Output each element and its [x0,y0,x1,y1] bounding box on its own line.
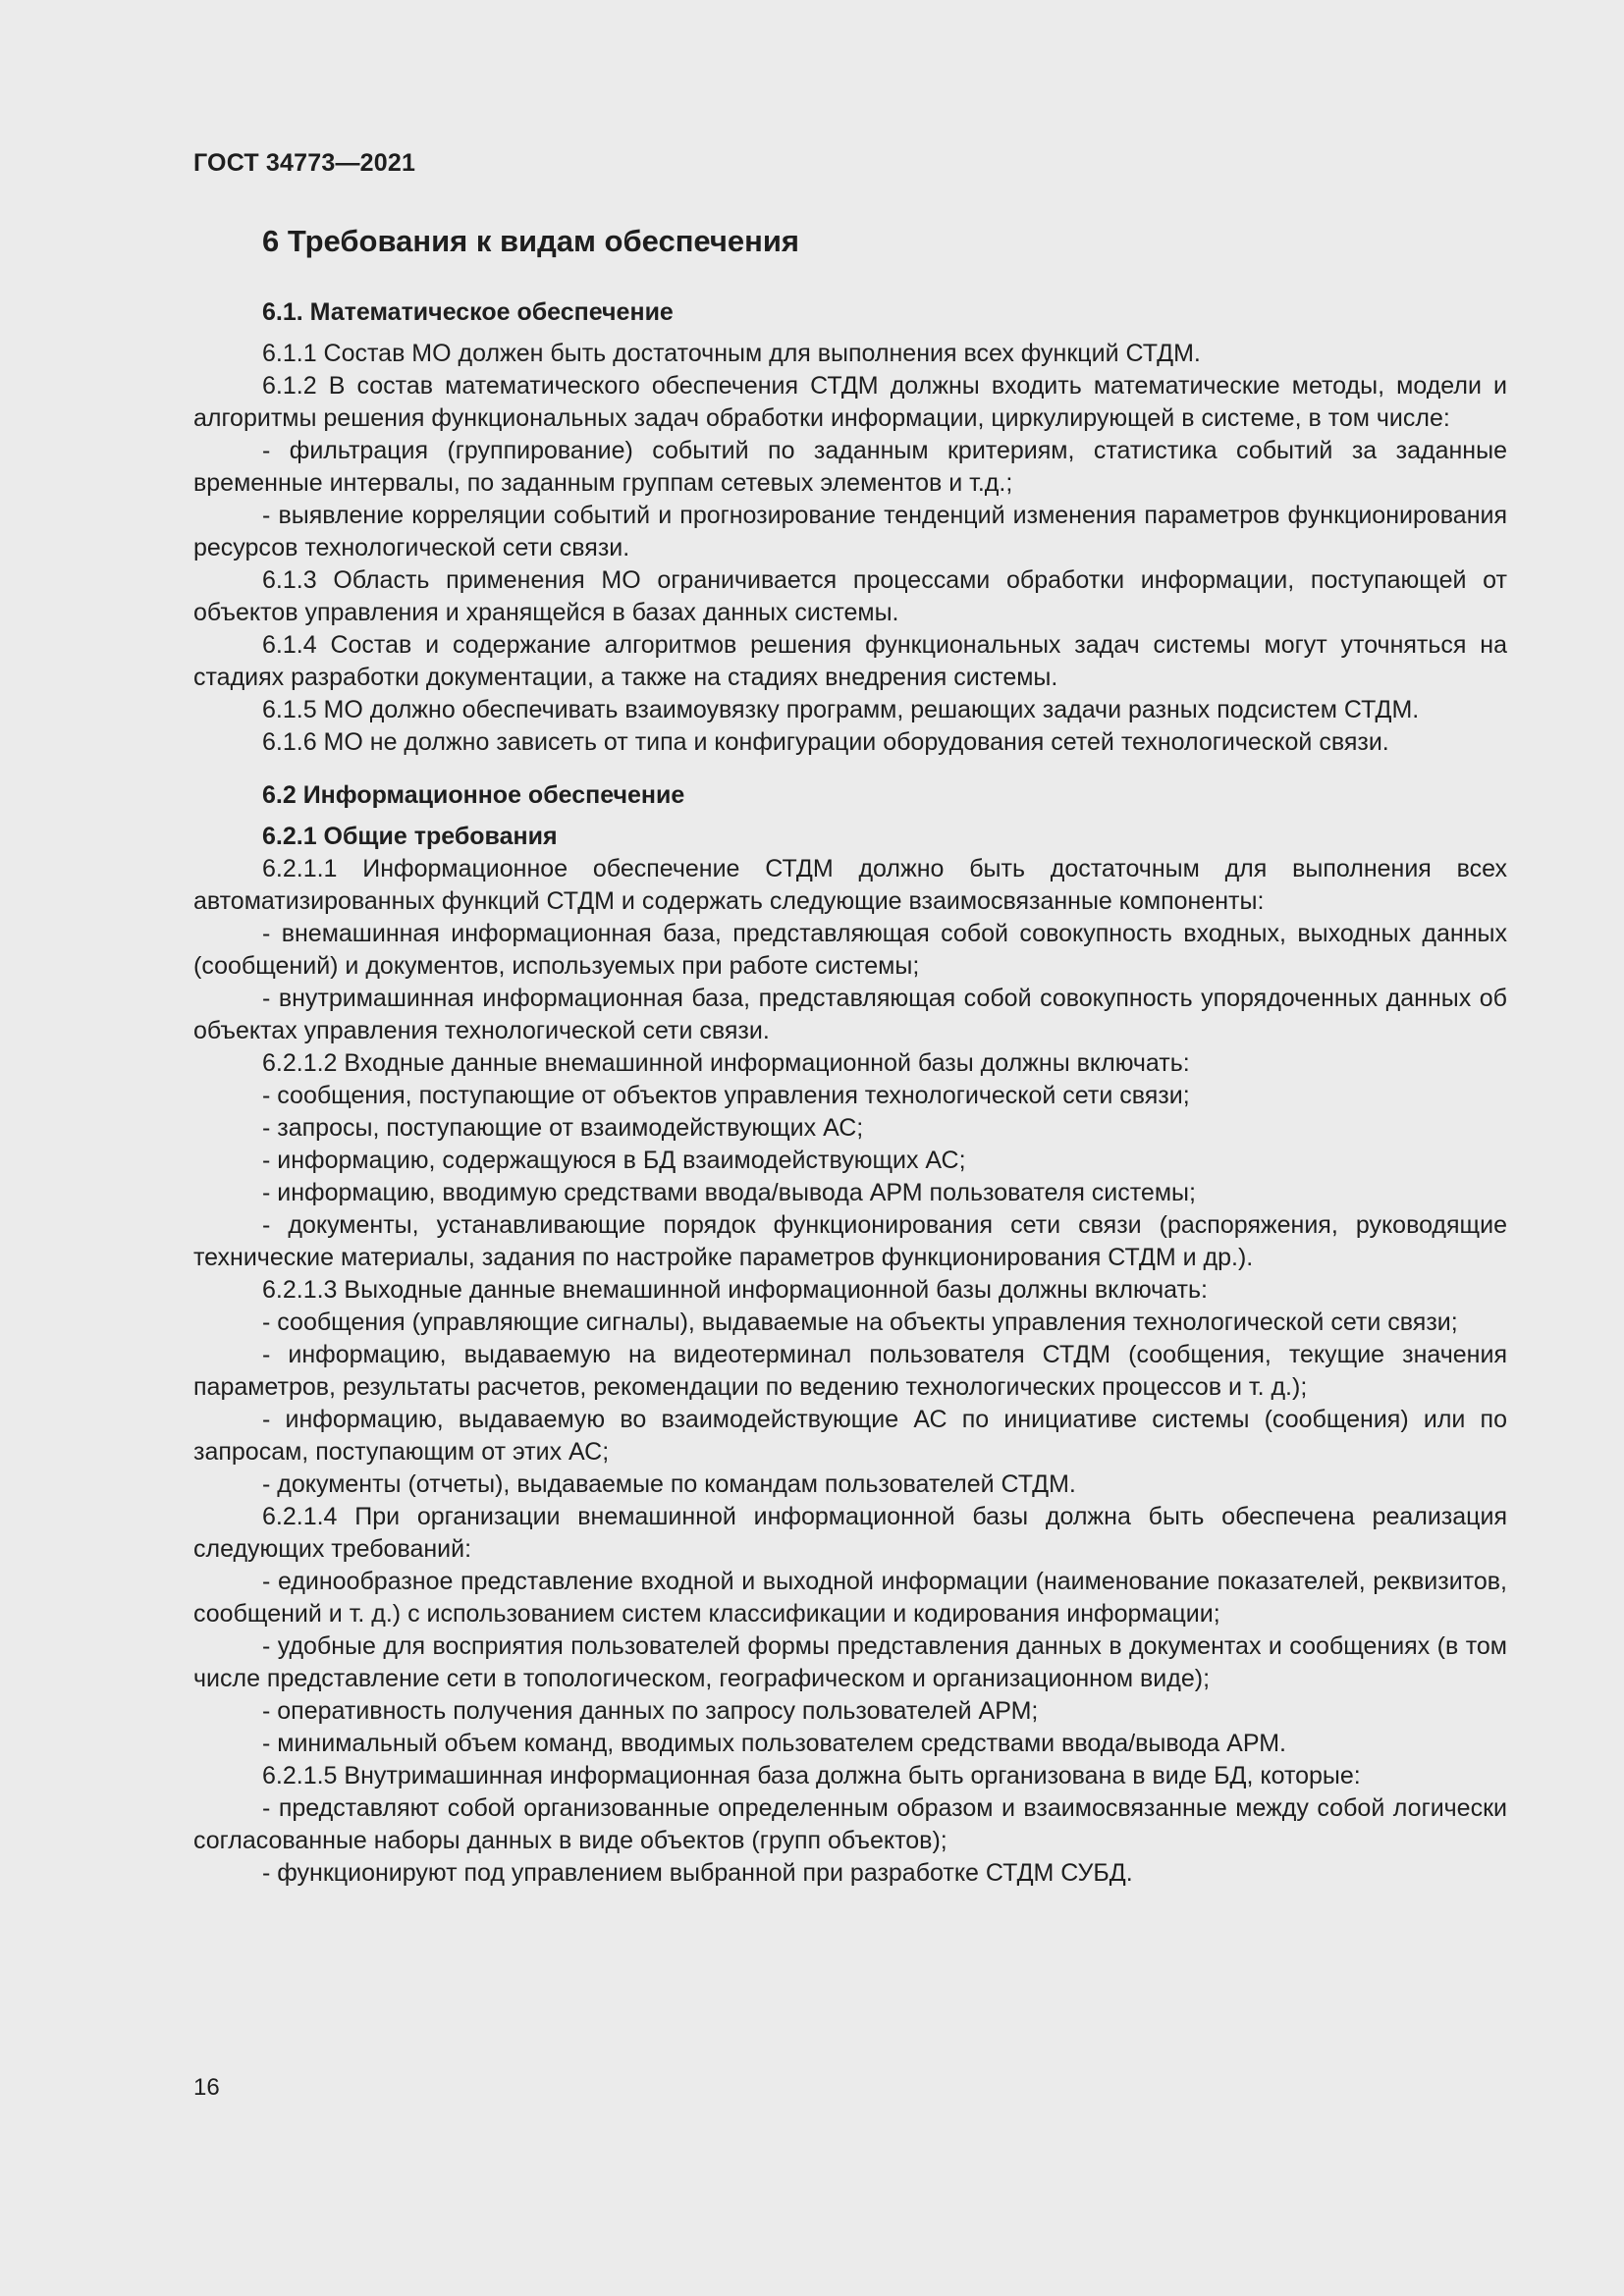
list-item: - информацию, содержащуюся в БД взаимодействующих АС; [262,1147,966,1174]
list-item: - информацию, вводимую средствами ввода/вывода АРМ пользователя системы; [262,1179,1196,1206]
list-item: - выявление корреляции событий и прогнозирование тенденций изменения параметров функционирования ресурсов технологической сети связи. [193,502,1507,561]
subsubsection-title-general: 6.2.1 Общие требования [262,823,558,850]
list-item: - удобные для восприятия пользователей формы представления данных в документах и сообщениях (в том числе представление сети в топологическом, географическом и организационном виде); [193,1632,1507,1692]
document-code: ГОСТ 34773—2021 [193,149,416,177]
list-item: - фильтрация (группирование) событий по заданным критериям, статистика событий за заданные временные интервалы, по заданным группам сетевых элементов и т.д.; [193,437,1507,497]
list-item: - функционируют под управлением выбранной при разработке СТДМ СУБД. [262,1859,1133,1887]
page-body [193,222,1507,1890]
list-item: - документы (отчеты), выдаваемые по командам пользователей СТДМ. [262,1470,1076,1498]
paragraph: 6.2.1.3 Выходные данные внемашинной информационной базы должны включать: [262,1276,1208,1304]
paragraph: 6.1.3 Область применения МО ограничивается процессами обработки информации, поступающей от объектов управления и хранящейся в базах данных системы. [193,566,1507,626]
paragraph: 6.1.5 МО должно обеспечивать взаимоувязку программ, решающих задачи разных подсистем СТДМ. [262,696,1420,723]
list-item: - документы, устанавливающие порядок функционирования сети связи (распоряжения, руководящие технические материалы, задания по настройке параметров функционирования СТДМ и др.). [193,1211,1507,1271]
list-item: - минимальный объем команд, вводимых пользователем средствами ввода/вывода АРМ. [262,1730,1286,1757]
page-number: 16 [193,2074,220,2101]
list-item: - оперативность получения данных по запросу пользователей АРМ; [262,1697,1039,1725]
list-item: - внемашинная информационная база, представляющая собой совокупность входных, выходных данных (сообщений) и документов, используемых при работе системы; [193,920,1507,980]
list-item: - единообразное представление входной и выходной информации (наименование показателей, реквизитов, сообщений и т. д.) с использованием систем классификации и кодирования информации; [193,1568,1507,1628]
paragraph: 6.2.1.2 Входные данные внемашинной информационной базы должны включать: [262,1049,1190,1077]
subsection-title-info: 6.2 Информационное обеспечение [262,781,685,809]
paragraph: 6.2.1.5 Внутримашинная информационная база должна быть организована в виде БД, которые: [262,1762,1361,1789]
list-item: - представляют собой организованные определенным образом и взаимосвязанные между собой логически согласованные наборы данных в виде объектов (групп объектов); [193,1794,1507,1854]
list-item: - сообщения, поступающие от объектов управления технологической сети связи; [262,1082,1190,1109]
list-item: - сообщения (управляющие сигналы), выдаваемые на объекты управления технологической сети связи; [262,1308,1458,1336]
paragraph: 6.1.1 Состав МО должен быть достаточным для выполнения всех функций СТДМ. [262,340,1201,367]
list-item: - запросы, поступающие от взаимодействующих АС; [262,1114,864,1142]
list-item: - внутримашинная информационная база, представляющая собой совокупность упорядоченных данных об объектах управления технологической сети связи. [193,985,1507,1044]
paragraph: 6.1.2 В состав математического обеспечения СТДМ должны входить математические методы, модели и алгоритмы решения функциональных задач обработки информации, циркулирующей в системе, в том числе: [193,372,1507,432]
list-item: - информацию, выдаваемую на видеотерминал пользователя СТДМ (сообщения, текущие значения параметров, результаты расчетов, рекомендации по ведению технологических процессов и т. д.); [193,1341,1507,1401]
paragraph: 6.2.1.4 При организации внемашинной информационной базы должна быть обеспечена реализация следующих требований: [193,1503,1507,1563]
subsection-title-math: 6.1. Математическое обеспечение [262,298,674,326]
paragraph: 6.1.6 МО не должно зависеть от типа и конфигурации оборудования сетей технологической связи. [262,728,1389,756]
list-item: - информацию, выдаваемую во взаимодействующие АС по инициативе системы (сообщения) или по запросам, поступающим от этих АС; [193,1406,1507,1466]
paragraph: 6.1.4 Состав и содержание алгоритмов решения функциональных задач системы могут уточняться на стадиях разработки документации, а также на стадиях внедрения системы. [193,631,1507,691]
section-title: 6 Требования к видам обеспечения [262,224,799,258]
paragraph: 6.2.1.1 Информационное обеспечение СТДМ должно быть достаточным для выполнения всех автоматизированных функций СТДМ и содержать следующие взаимосвязанные компоненты: [193,855,1507,915]
